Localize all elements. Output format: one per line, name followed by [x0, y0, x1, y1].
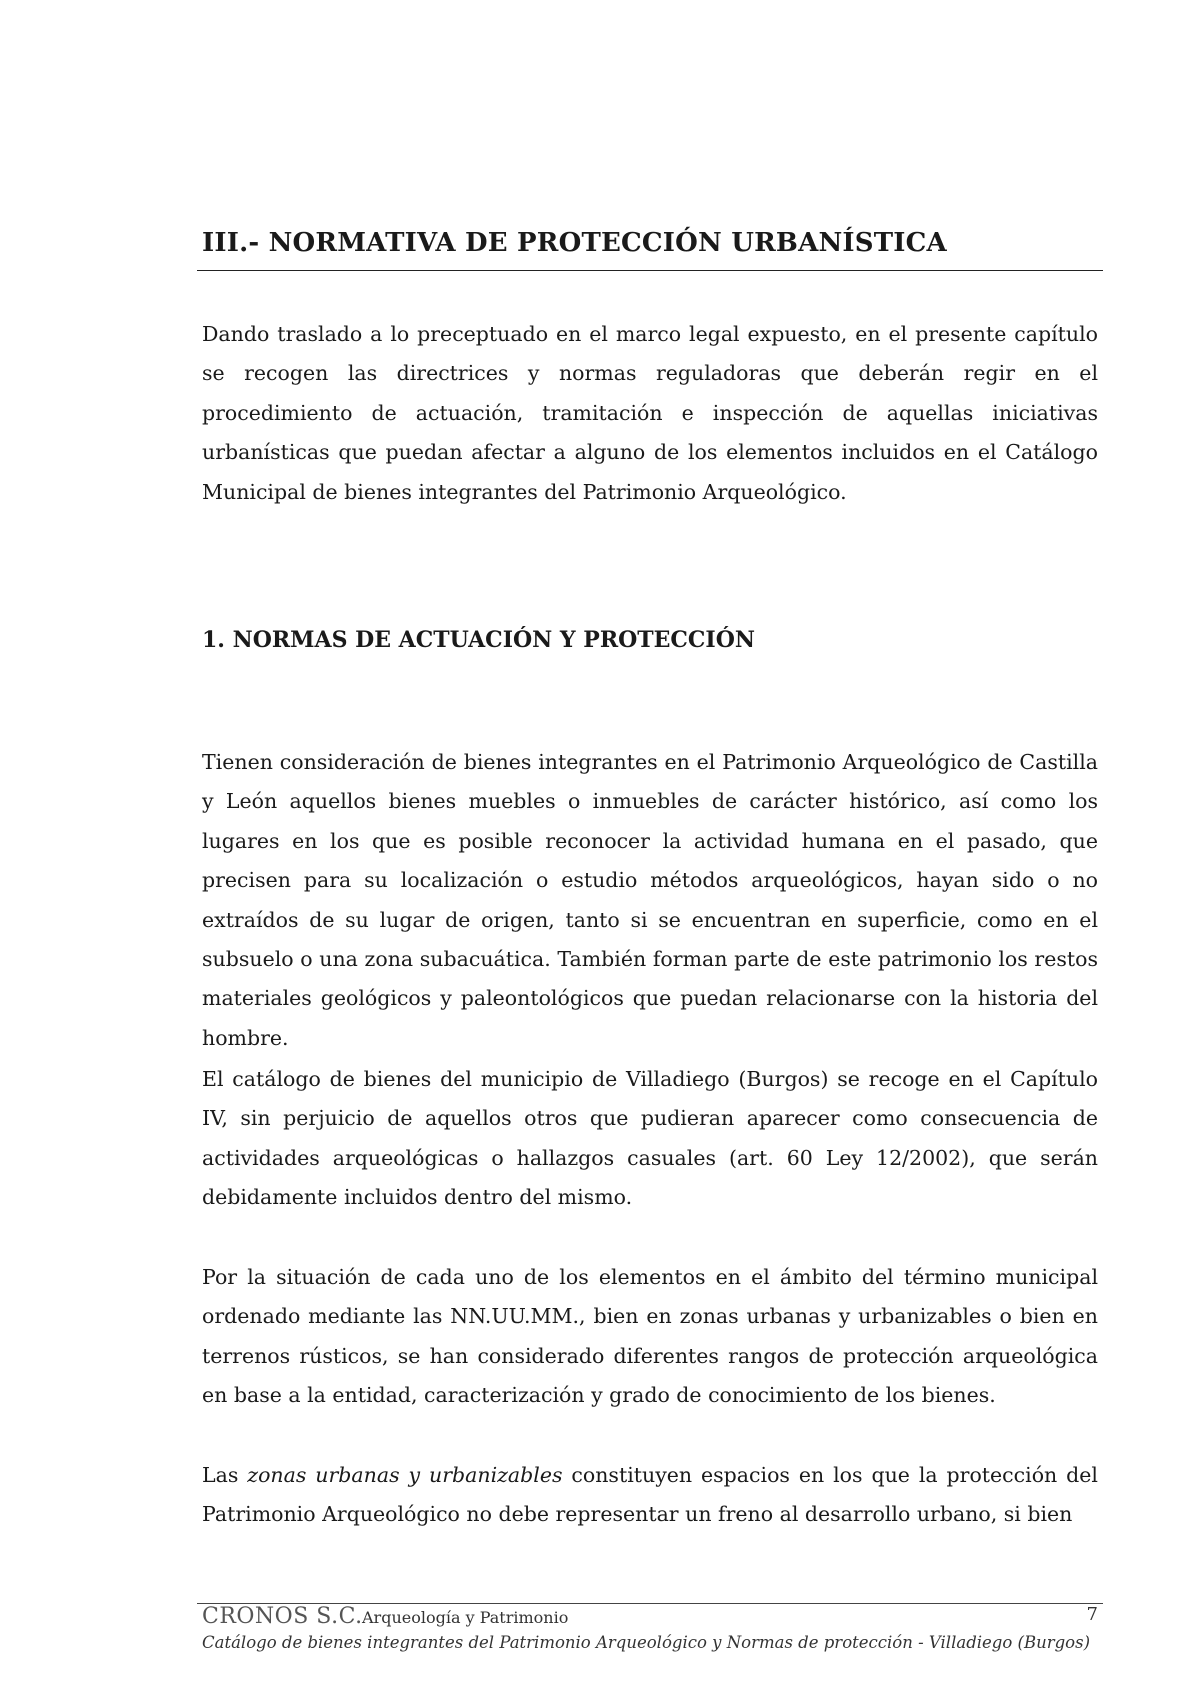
paragraph-catalog: El catálogo de bienes del municipio de Villadiego (Burgos) se recoge en el Capítulo IV, sin perjuicio de aquellos otros que pudieran aparecer como consecuencia de actividades arqueológicas o hallazgos casuales (art. 60 Ley 12/2002), que serán debidamente incluidos dentro del mismo. [202, 1067, 1098, 1210]
footer-subtitle: Arqueología y Patrimonio [362, 1608, 569, 1627]
heading-underline [197, 270, 1103, 271]
paragraph-definition: Tienen consideración de bienes integrantes en el Patrimonio Arqueológico de Castilla y León aquellos bienes muebles o inmuebles de carácter histórico, así como los lugares en los que es posible reconocer la actividad humana en el pasado, que precisen para su localización o estudio métodos arqueológicos, hayan sido o no extraídos de su lugar de origen, tanto si se encuentran en superficie, como en el subsuelo o una zona subacuática. También forman parte de este patrimonio los restos materiales geológicos y paleontológicos que puedan relacionarse con la historia del hombre. [202, 750, 1098, 1050]
footer-brand: CRONOS S.C. [202, 1604, 363, 1629]
footer-header [202, 1604, 1098, 1630]
page-number: 7 [1086, 1604, 1098, 1625]
paragraph-protection-ranges: Por la situación de cada uno de los elementos en el ámbito del término municipal ordenado mediante las NN.UU.MM., bien en zonas urbanas y urbanizables o bien en terrenos rústicos, se han considerado diferentes rangos de protección arqueológica en base a la entidad, caracterización y grado de conocimiento de los bienes. [202, 1265, 1098, 1408]
intro-paragraph: Dando traslado a lo preceptuado en el marco legal expuesto, en el presente capítulo se recogen las directrices y normas reguladoras que deberán regir en el procedimiento de actuación, tramitación e inspección de aquellas iniciativas urbanísticas que puedan afectar a alguno de los elementos incluidos en el Catálogo Municipal de bienes integrantes del Patrimonio Arqueológico. [202, 322, 1098, 504]
chapter-heading: III.- NORMATIVA DE PROTECCIÓN URBANÍSTICA [202, 228, 947, 258]
section-heading: 1. NORMAS DE ACTUACIÓN Y PROTECCIÓN [202, 627, 755, 653]
paragraph-urban-zones-emphasis: zonas urbanas y urbanizables [247, 1463, 563, 1487]
paragraph-urban-zones-end: constituyen espacios en los que la protección del Patrimonio Arqueológico no debe representar un freno al desarrollo urbano, si bien [202, 1463, 1098, 1527]
paragraph-urban-zones-start: Las [202, 1463, 248, 1487]
paragraph-urban-zones [202, 1456, 1098, 1535]
footer-catalog-title: Catálogo de bienes integrantes del Patrimonio Arqueológico y Normas de protección - Villadiego (Burgos) [202, 1633, 1091, 1652]
